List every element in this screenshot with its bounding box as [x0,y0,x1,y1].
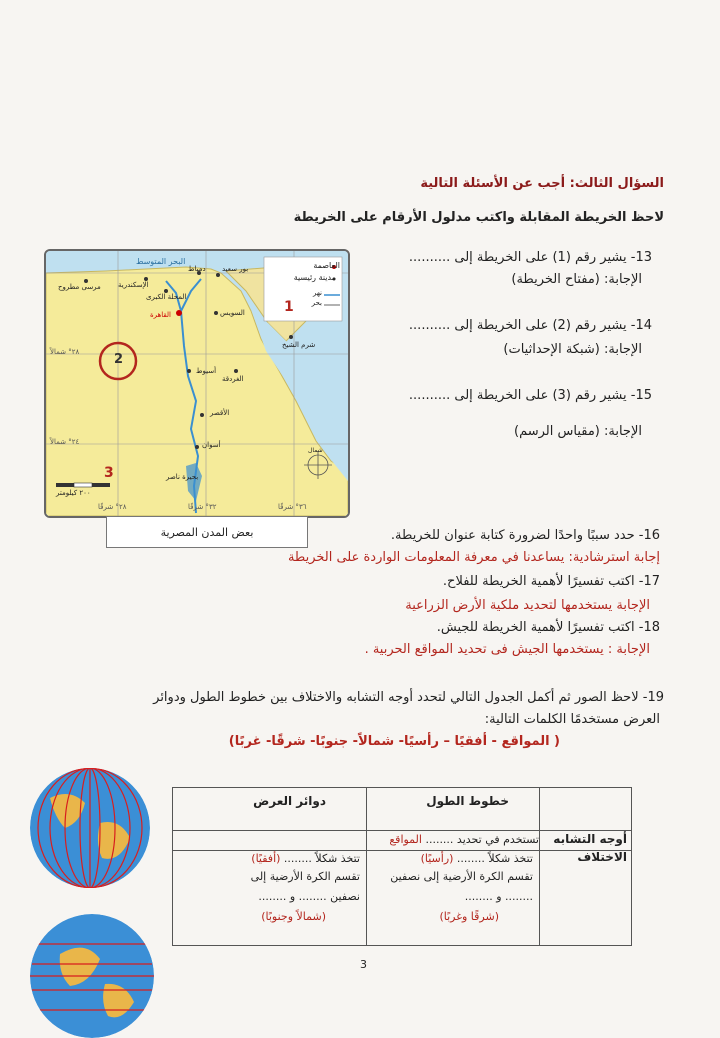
q19-line2: العرض مستخدمًا الكلمات التالية: [484,712,660,727]
marker-3: 3 [104,465,114,481]
q17-text: 17- اكتب تفسيرًا لأهمية الخريطة للفلاح. [442,574,660,589]
legend-capital: العاصمة [313,261,340,270]
lon-diff-line4: (شرقًا وغربًا) [439,910,499,923]
city-marsa: مرسى مطروح [58,283,101,291]
legend-river: نهر [312,289,322,297]
q14-text: 14- يشير رقم (2) على الخريطة إلى .......... [408,318,652,333]
q19-line1: 19- لاحظ الصور ثم أكمل الجدول التالي لتحدد أوجه التشابه والاختلاف بين خطوط الطول ودوائر [153,690,664,705]
q19-words: ( المواقع - أفقيًا – رأسيًا- شمالاً- جنوبًا- شرقًا- غربًا) [228,734,560,749]
lon-32-label: ٣٢° شرقًا [188,503,217,511]
city-cairo: القاهرة [150,311,171,319]
q18-text: 18- اكتب تفسيرًا لأهمية الخريطة للجيش. [436,620,660,635]
city-asyut: أسيوط [196,367,217,375]
q16-text: 16- حدد سببًا واحدًا لضرورة كتابة عنوان للخريطة. [390,528,660,543]
legend-city: مدينة رئيسية [293,273,336,282]
q13-answer: الإجابة: (مفتاح الخريطة) [511,272,642,287]
lat-diff-line2: تقسم الكرة الأرضية إلى [250,870,360,883]
lon-diff-text1: تتخذ شكلاً ........ [456,852,533,865]
q15-text: 15- يشير رقم (3) على الخريطة إلى .......... [408,388,652,403]
q16-answer: إجابة استرشادية: يساعدنا في معرفة المعلومات الواردة على الخريطة [287,550,660,565]
lon-diff-ans1: (رأسيًا) [420,852,454,865]
globe-longitude-image [30,768,150,888]
city-sharm: شرم الشيخ [282,341,316,349]
city-portsaid: بور سعيد [222,265,249,273]
city-hurghada: الغردقة [222,375,244,383]
lat-diff-text1: تتخذ شكلاً ........ [283,852,360,865]
legend-sea: بحر [311,299,322,307]
scale-label: ٢٠٠ كيلومتر [56,489,91,497]
lat-diff-line1 [173,852,366,865]
q15-answer: الإجابة: (مقياس الرسم) [514,424,642,439]
globe-latitude-image [30,914,154,1038]
instruction: لاحظ الخريطة المقابلة واكتب مدلول الأرقام على الخريطة [293,210,664,225]
lat-diff-ans1: (أفقيًا) [251,852,281,865]
comparison-table [172,787,632,946]
city-aswan: أسوان [202,441,221,449]
egypt-map [44,249,350,518]
q17-answer: الإجابة يستخدمها لتحديد ملكية الأرض الزراعية [405,598,650,613]
q18-answer: الإجابة : يستخدمها الجيش فى تحديد المواقع الحربية . [364,642,650,657]
page-number: 3 [360,958,367,971]
lat-diff-line4: (شمالاً وجنوبًا) [261,910,326,923]
city-damietta: دمياط [188,265,206,273]
marker-2: 2 [114,352,124,367]
lon-diff-line1 [367,852,539,865]
head-latitude: دوائر العرض [253,794,326,808]
section-title: السؤال الثالث: أجب عن الأسئلة التالية [420,176,664,191]
similarity-text: تستخدم في تحديد ........ [425,833,539,846]
lake-nasser: بحيرة ناصر [166,473,199,481]
map-caption: بعض المدن المصرية [160,525,254,539]
lon-36-label: ٣٦° شرقًا [278,503,307,511]
city-luxor: الأقصر [210,409,230,417]
city-alex: الإسكندرية [118,281,149,289]
marker-1: 1 [284,299,294,315]
lon-diff-line2: تقسم الكرة الأرضية إلى نصفين [390,870,533,883]
map-caption-box [106,516,308,548]
sea-label: البحر المتوسط [136,257,186,266]
head-longitude: خطوط الطول [426,794,509,808]
similarity-row [233,833,539,846]
lat-24-label: ٢٤° شمالاً [50,438,80,446]
row-difference: الاختلاف [577,850,627,864]
lon-diff-line3: ........ و ........ [464,890,533,903]
row-similarity: أوجه التشابه [553,832,627,846]
city-suez: السويس [220,309,245,317]
lat-28-label: ٢٨° شمالاً [50,348,80,356]
q14-answer: الإجابة: (شبكة الإحداثيات) [503,342,642,357]
q13-text: 13- يشير رقم (1) على الخريطة إلى .......... [408,250,652,265]
city-mahalla: المحلة الكبرى [146,293,187,301]
compass-north: شمال [308,447,323,454]
lon-28-label: ٢٨° شرقًا [98,503,127,511]
similarity-answer: المواقع [389,833,422,846]
lat-diff-line3: نصفين ........ و ........ [258,890,360,903]
